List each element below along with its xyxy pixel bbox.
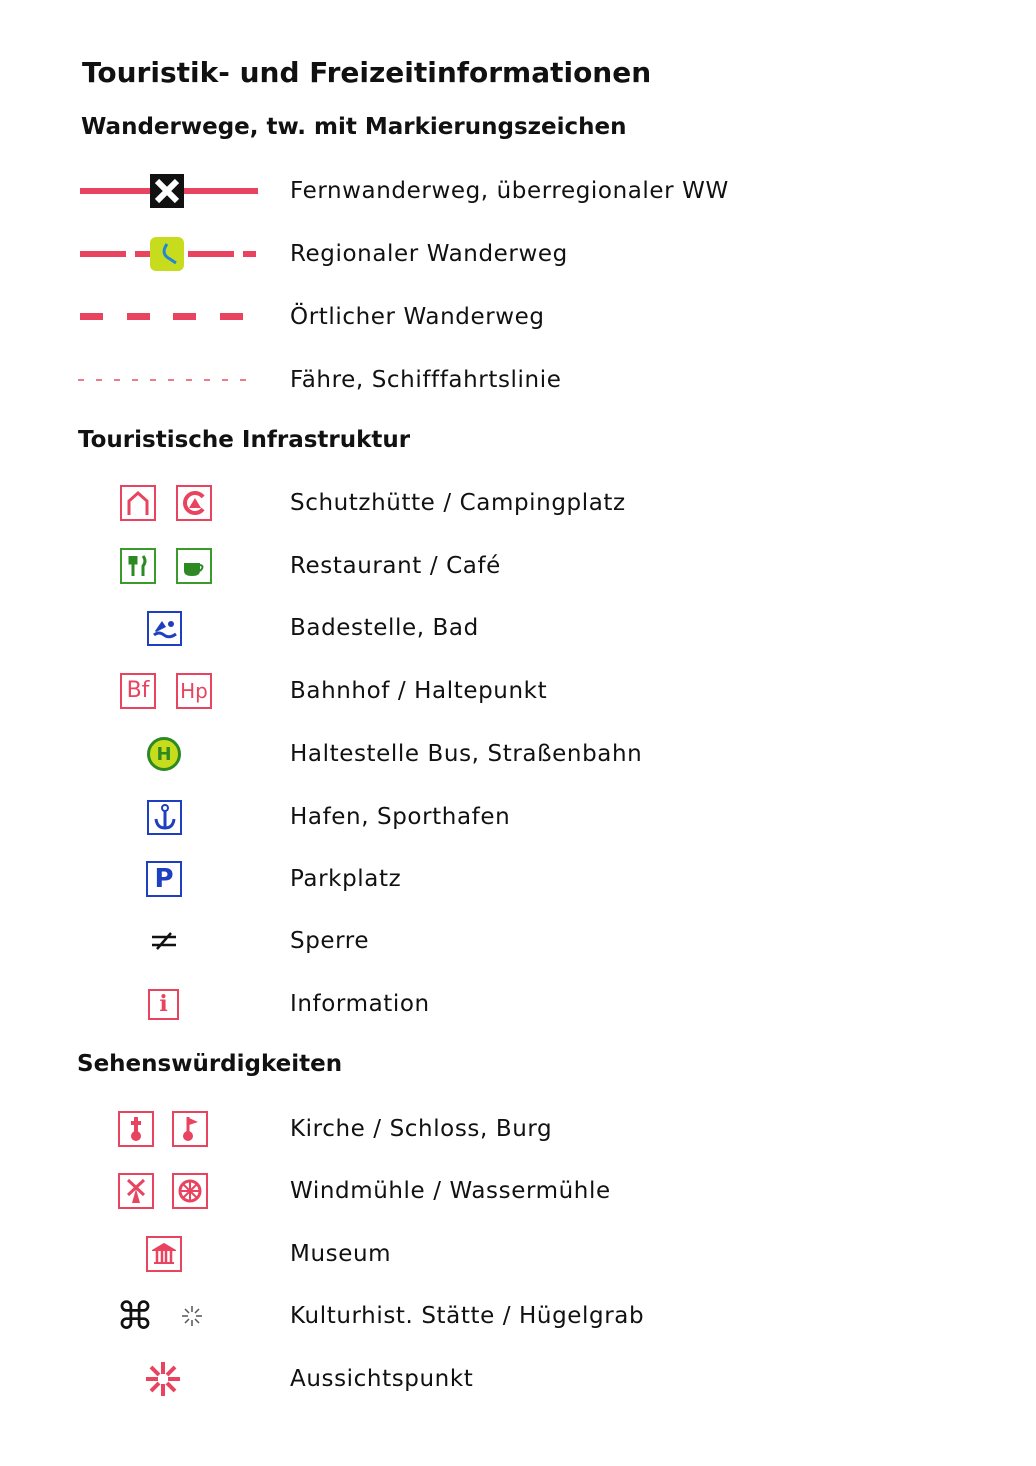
parking-icon: P — [146, 861, 182, 897]
legend-item — [0, 1166, 1036, 1216]
legend-label: Restaurant / Café — [290, 553, 501, 579]
legend-item — [0, 603, 1036, 653]
barrier-icon — [151, 916, 177, 966]
legend-label: Information — [290, 991, 430, 1017]
legend-item — [0, 229, 1036, 279]
train-halt-icon: Hp — [176, 673, 212, 709]
legend-label: Haltestelle Bus, Straßenbahn — [290, 741, 643, 767]
legend-item — [0, 1229, 1036, 1279]
section-heading-sights: Sehenswürdigkeiten — [77, 1051, 343, 1077]
camping-icon — [176, 485, 212, 521]
legend-item — [0, 979, 1036, 1029]
legend-label: Schutzhütte / Campingplatz — [290, 490, 626, 516]
anchor-icon — [147, 800, 182, 835]
legend-label: Museum — [290, 1241, 392, 1267]
legend-item — [0, 541, 1036, 591]
restaurant-icon — [120, 548, 156, 584]
legend-item — [0, 166, 1036, 216]
cafe-icon — [176, 548, 212, 584]
castle-icon — [172, 1111, 208, 1147]
hut-icon — [120, 485, 156, 521]
legend-item — [0, 792, 1036, 842]
legend-label: Bahnhof / Haltepunkt — [290, 678, 548, 704]
church-icon — [118, 1111, 154, 1147]
legend-label: Aussichtspunkt — [290, 1366, 474, 1392]
legend-label: Badestelle, Bad — [290, 615, 479, 641]
swimming-icon — [147, 611, 182, 646]
long-distance-trail-icon — [80, 166, 258, 216]
legend-item — [0, 1104, 1036, 1154]
legend-label: Örtlicher Wanderweg — [290, 304, 545, 330]
legend-item — [0, 916, 1036, 966]
viewpoint-icon — [144, 1354, 182, 1404]
train-station-icon: Bf — [120, 673, 156, 709]
bus-stop-icon: H — [147, 737, 181, 771]
information-icon: i — [148, 989, 179, 1020]
legend-label: Kulturhist. Stätte / Hügelgrab — [290, 1303, 645, 1329]
legend-label: Windmühle / Wassermühle — [290, 1178, 611, 1204]
section-heading-infrastructure: Touristische Infrastruktur — [78, 427, 411, 453]
legend-title: Touristik- und Freizeitinformationen — [82, 56, 652, 89]
legend-label: Fähre, Schifffahrtslinie — [290, 367, 562, 393]
legend-item — [0, 854, 1036, 904]
watermill-icon — [172, 1173, 208, 1209]
legend-label: Regionaler Wanderweg — [290, 241, 568, 267]
local-trail-icon — [80, 292, 258, 342]
legend-item — [0, 729, 1036, 779]
cultural-site-icon: ⌘ — [116, 1294, 154, 1338]
legend-label: Kirche / Schloss, Burg — [290, 1116, 553, 1142]
ferry-line-icon — [78, 355, 256, 405]
regional-trail-icon — [80, 229, 258, 279]
legend-item — [0, 1354, 1036, 1404]
windmill-icon — [118, 1173, 154, 1209]
legend-label: Sperre — [290, 928, 370, 954]
section-heading-hiking: Wanderwege, tw. mit Markierungszeichen — [81, 114, 627, 140]
legend-label: Fernwanderweg, überregionaler WW — [290, 178, 729, 204]
legend-item — [0, 666, 1036, 716]
legend-item — [0, 1291, 1036, 1341]
legend-item — [0, 355, 1036, 405]
legend-label: Hafen, Sporthafen — [290, 804, 511, 830]
legend-label: Parkplatz — [290, 866, 402, 892]
legend-item — [0, 292, 1036, 342]
legend-item — [0, 478, 1036, 528]
museum-icon — [146, 1236, 182, 1272]
barrow-icon — [180, 1304, 204, 1328]
